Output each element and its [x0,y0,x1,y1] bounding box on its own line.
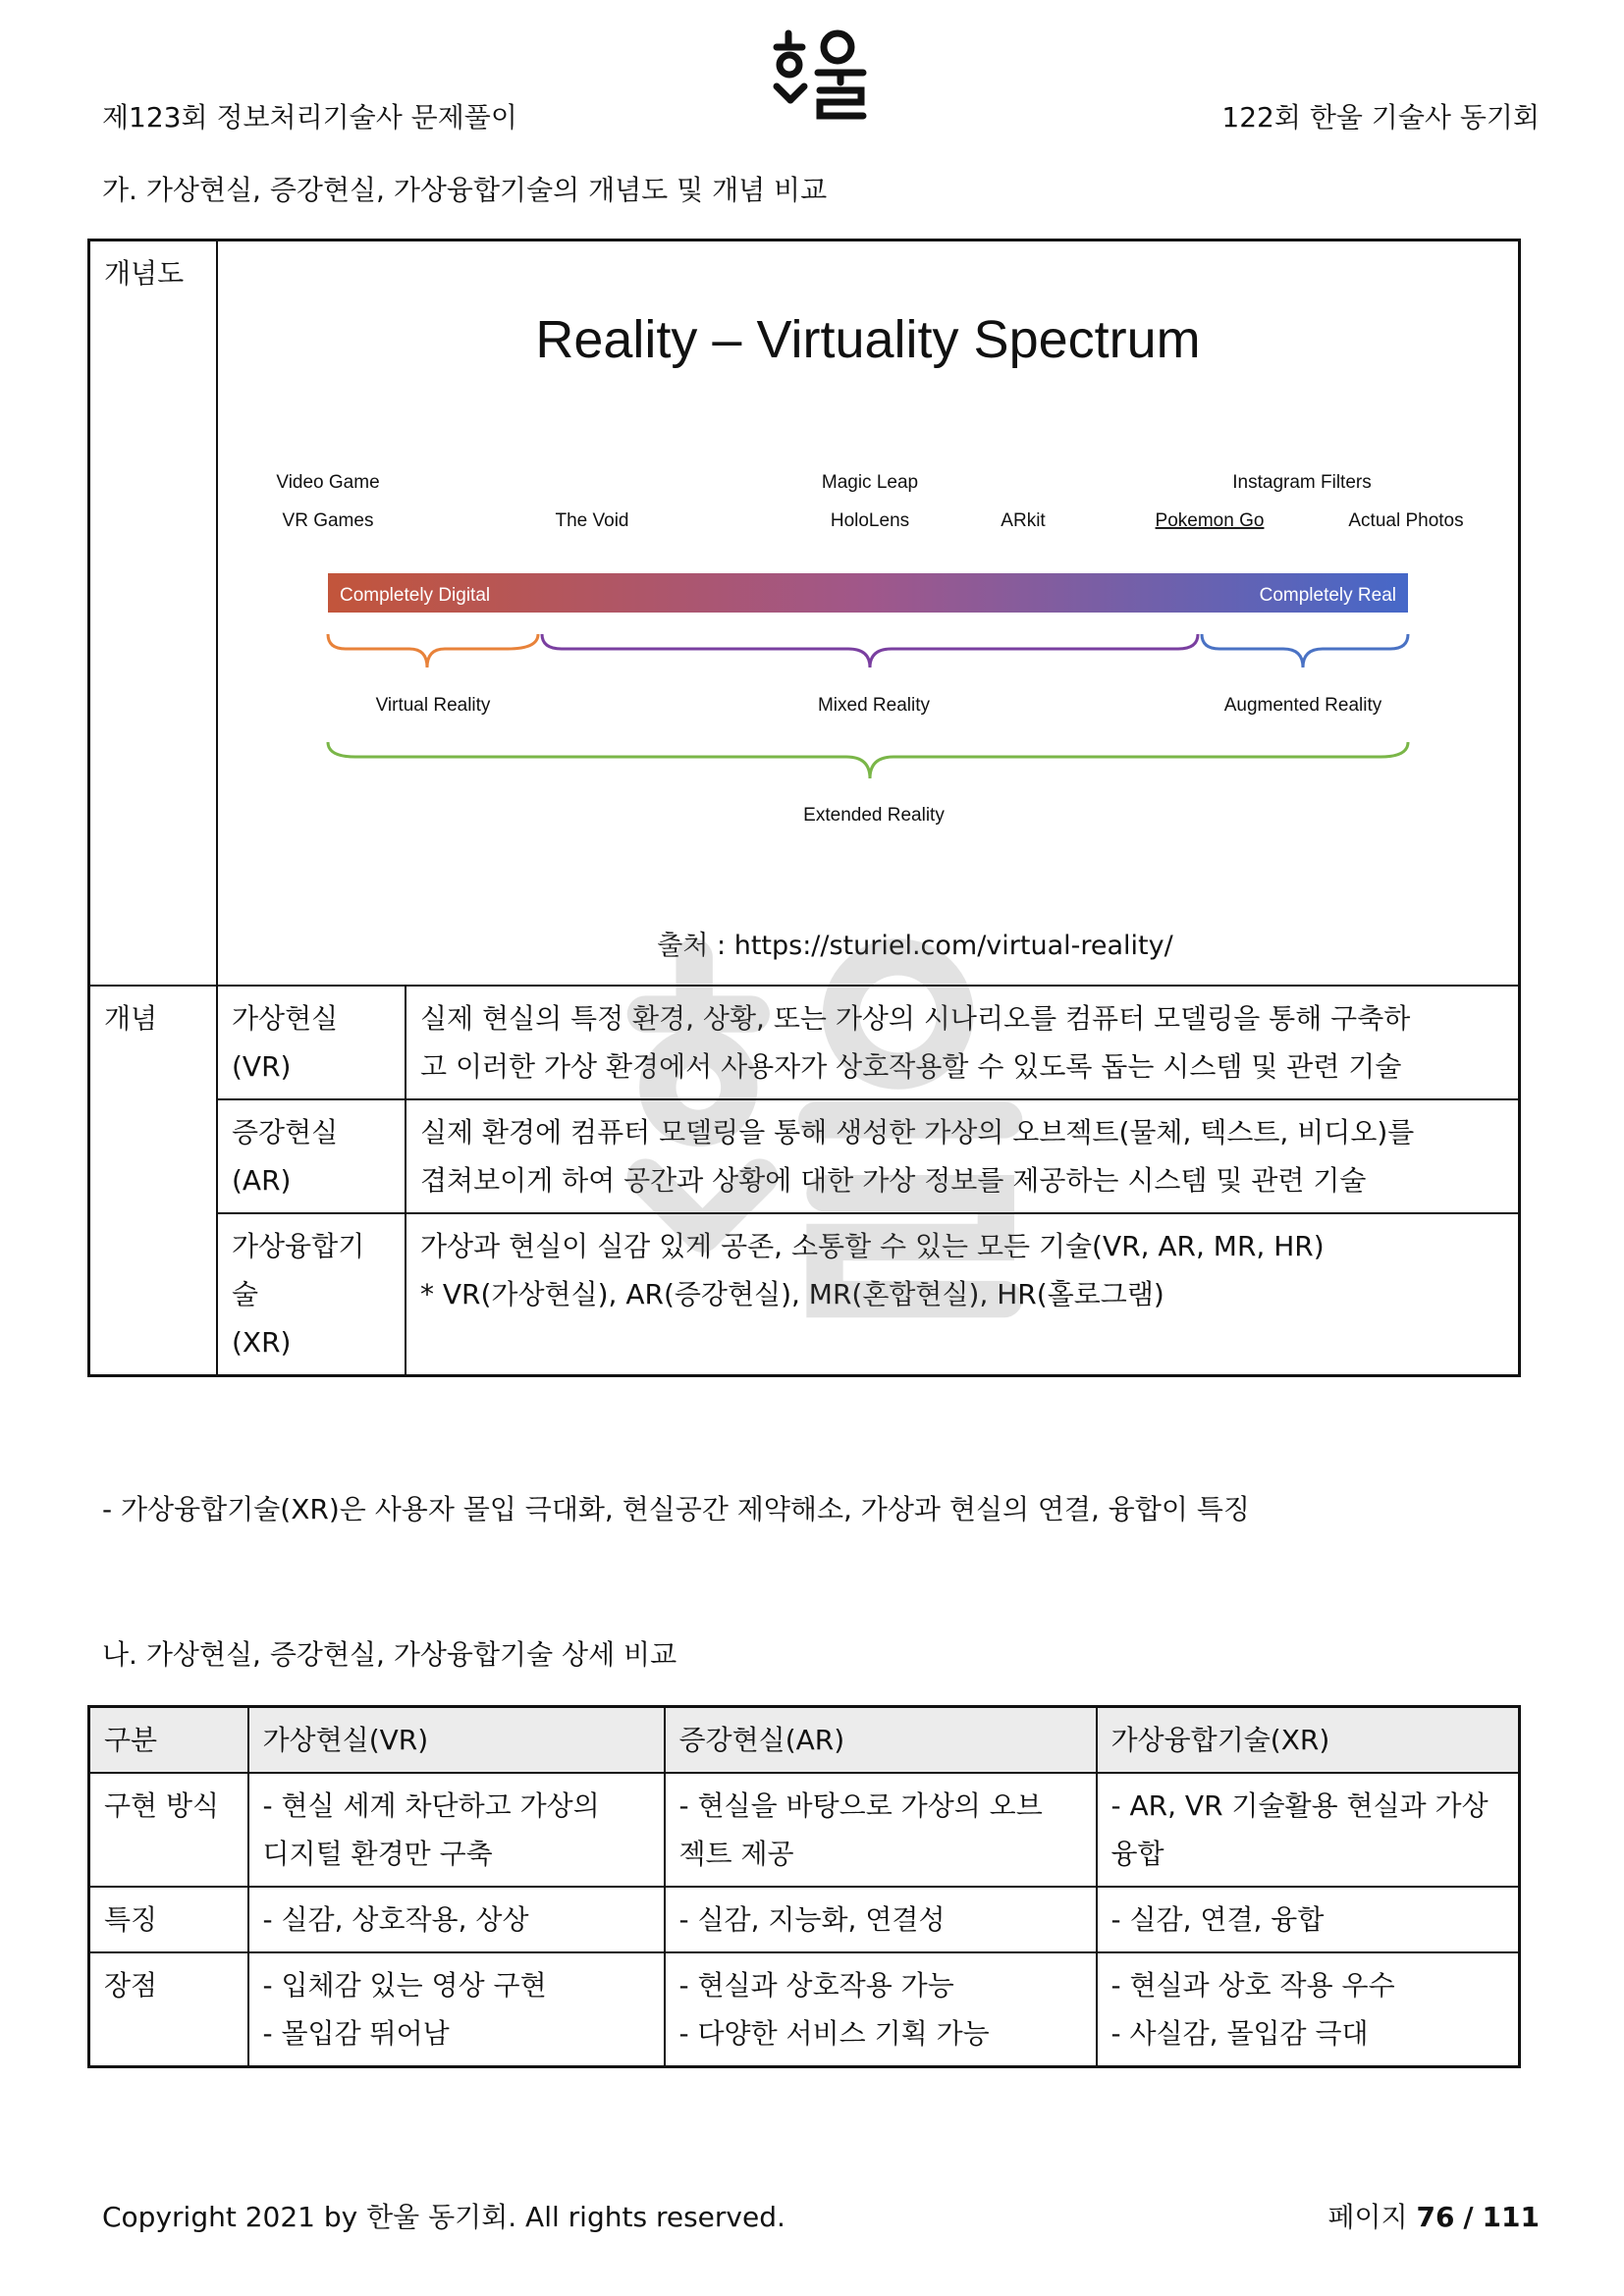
diagram-title: Reality – Virtuality Spectrum [535,310,1201,369]
footer-copyright: Copyright 2021 by 한울 동기회. All rights reserved. [102,2201,785,2233]
concept-table [87,239,1521,1377]
section-a-title: 가. 가상현실, 증강현실, 가상융합기술의 개념도 및 개념 비교 [102,174,828,206]
table-row [89,1773,1520,1887]
header-cell: 가상현실(VR) [248,1707,665,1774]
bar-right-label: Completely Real [1259,585,1396,606]
example-instagram-filters: Instagram Filters [1232,472,1372,493]
page-current: 76 [1416,2201,1455,2233]
page-total: 111 [1482,2201,1540,2233]
diagram-row-label: 개념도 [89,240,218,987]
example-pokemon-go: Pokemon Go [1155,510,1265,531]
concept-desc-vr: 실제 현실의 특정 환경, 상황, 또는 가상의 시나리오를 컴퓨터 모델링을 통해 구축하 고 이러한 가상 환경에서 사용자가 상호작용할 수 있도록 돕는 시스템 및 관련 기술 [406,986,1520,1099]
example-actual-photos: Actual Photos [1348,510,1464,531]
xr-cell: - 현실과 상호 작용 우수 - 사실감, 몰입감 극대 [1097,1952,1520,2067]
header-cell: 증강현실(AR) [665,1707,1097,1774]
example-hololens: HoloLens [830,510,910,531]
spectrum-diagram [218,241,1518,985]
vr-brace [328,634,538,667]
logo-text: 한울 [771,130,775,132]
header-cell: 가상융합기술(XR) [1097,1707,1520,1774]
table-row [89,1887,1520,1952]
ar-cell: - 실감, 지능화, 연결성 [665,1887,1097,1952]
vr-cell: - 입체감 있는 영상 구현 - 몰입감 뛰어남 [248,1952,665,2067]
vr-cell: - 현실 세계 차단하고 가상의 디지털 환경만 구축 [248,1773,665,1887]
comparison-header-row [89,1707,1520,1774]
row-label: 특징 [89,1887,248,1952]
vr-label: Virtual Reality [375,695,491,716]
table-row [89,1952,1520,2067]
comparison-table [87,1705,1521,2068]
mr-label: Mixed Reality [817,695,931,716]
ar-label: Augmented Reality [1223,695,1382,716]
concept-desc-xr: 가상과 현실이 실감 있게 공존, 소통할 수 있는 모든 기술(VR, AR, MR, HR) * VR(가상현실), AR(증강현실), MR(혼합현실), HR(홀로그램) [406,1213,1520,1376]
spectrum-diagram-cell [217,240,1520,987]
example-arkit: ARkit [1001,510,1046,531]
xr-label: Extended Reality [803,805,945,826]
hanul-logo-icon [771,27,869,132]
example-vr-games: VR Games [282,510,374,531]
header-cell: 구분 [89,1707,248,1774]
mr-brace [542,634,1198,667]
section-b-title: 나. 가상현실, 증강현실, 가상융합기술 상세 비교 [102,1638,677,1671]
example-magic-leap: Magic Leap [821,472,919,493]
concept-name-vr: 가상현실 (VR) [217,986,406,1099]
concept-name-ar: 증강현실 (AR) [217,1099,406,1213]
concept-row-label: 개념 [89,986,218,1376]
row-label: 구현 방식 [89,1773,248,1887]
xr-brace [328,742,1408,778]
header-left-title: 제123회 정보처리기술사 문제풀이 [102,101,517,133]
example-video-game: Video Game [276,472,380,493]
xr-cell: - 실감, 연결, 융합 [1097,1887,1520,1952]
ar-cell: - 현실을 바탕으로 가상의 오브 젝트 제공 [665,1773,1097,1887]
bar-left-label: Completely Digital [340,585,491,606]
example-the-void: The Void [555,510,629,531]
header-right-title: 122회 한울 기술사 동기회 [1221,101,1540,133]
vr-cell: - 실감, 상호작용, 상상 [248,1887,665,1952]
xr-feature-note: - 가상융합기술(XR)은 사용자 몰입 극대화, 현실공간 제약해소, 가상과 현실의 연결, 융합이 특징 [102,1493,1250,1525]
row-label: 장점 [89,1952,248,2067]
ar-cell: - 현실과 상호작용 가능 - 다양한 서비스 기획 가능 [665,1952,1097,2067]
concept-name-xr: 가상융합기 술 (XR) [217,1213,406,1376]
concept-desc-ar: 실제 환경에 컴퓨터 모델링을 통해 생성한 가상의 오브젝트(물체, 텍스트, 비디오)를 겹쳐보이게 하여 공간과 상황에 대한 가상 정보를 제공하는 시스템 및 관련 기술 [406,1099,1520,1213]
page-separator: / [1463,2201,1474,2233]
ar-brace [1202,634,1408,667]
xr-cell: - AR, VR 기술활용 현실과 가상 융합 [1097,1773,1520,1887]
diagram-source: 출처 : https://sturiel.com/virtual-reality/ [657,931,1173,961]
footer-page-number: 페이지 76 / 111 [1327,2201,1540,2233]
